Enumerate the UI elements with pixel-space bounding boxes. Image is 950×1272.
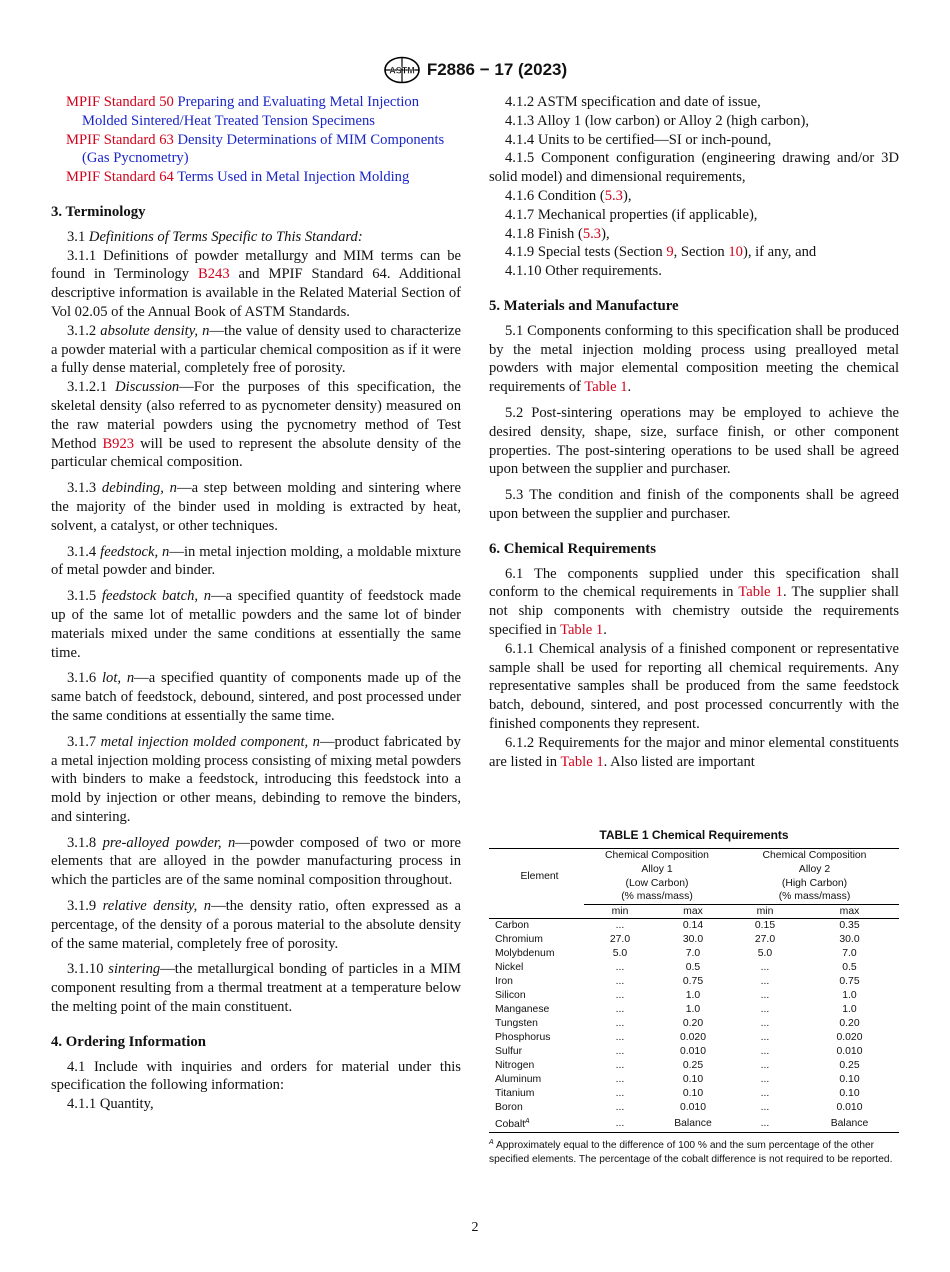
table-cell-a1max: 0.25 — [682, 1060, 704, 1072]
table-cell-a2min: ... — [760, 1004, 770, 1016]
table-cell-a1min: ... — [615, 976, 625, 988]
link-section-10[interactable]: 10 — [728, 244, 743, 261]
table-row — [489, 1087, 899, 1101]
table-cell-a2max: 0.75 — [839, 976, 860, 988]
link-b923[interactable]: B923 — [102, 435, 135, 452]
table-row — [489, 975, 899, 989]
table-cell-element: Molybdenum — [495, 948, 555, 960]
table-cell-a1min: ... — [615, 1004, 625, 1016]
reference-link[interactable]: Preparing and Evaluating Metal Injection Molded Sintered/Heat Treated Tension Specimens — [82, 94, 420, 129]
section-heading-terminology: 3. Terminology — [51, 203, 146, 220]
paragraph-4-1-4: 4.1.4 Units to be certified—SI or inch-pound, — [505, 131, 772, 148]
paragraph-4-1-2: 4.1.2 ASTM specification and date of issue, — [505, 94, 761, 110]
table-cell-a2max: 0.25 — [839, 1060, 860, 1072]
table-cell-a1min: ... — [615, 1088, 625, 1100]
table-cell-a1min: ... — [615, 990, 625, 1002]
paragraph-4-1-3: 4.1.3 Alloy 1 (low carbon) or Alloy 2 (high carbon), — [505, 112, 809, 129]
table-cell-a2max: 0.35 — [839, 920, 860, 932]
table-row — [489, 1073, 899, 1087]
paragraph-3-1-2: 3.1.2 absolute density, n—the value of density used to characterize a powder material with a particular chemical composition as if it were a fully dense material, completely free of porosity. — [51, 322, 461, 377]
table-row — [489, 1031, 899, 1045]
paragraph-3-1-10: 3.1.10 sintering—the metallurgical bonding of particles in a MIM component resulting from a thermal treatment at a temperature below the melting point of the main constituent. — [51, 961, 461, 1016]
table-cell-element: Nitrogen — [495, 1060, 535, 1072]
paragraph-4-1-5: 4.1.5 Component configuration (engineering drawing and/or 3D solid model) and dimensional requirements, — [489, 150, 899, 186]
column-header-max: max — [656, 905, 730, 919]
section-heading-materials: 5. Materials and Manufacture — [489, 297, 679, 314]
table-cell-a2min: ... — [760, 962, 770, 974]
table-cell-a1max: 0.5 — [685, 962, 701, 974]
table-cell-a2min: ... — [730, 1115, 800, 1133]
paragraph-4-1: 4.1 Include with inquiries and orders for material under this specification the following information: — [51, 1058, 461, 1094]
link-section-9[interactable]: 9 — [666, 244, 674, 261]
table-cell-a2max: 7.0 — [842, 948, 857, 960]
table-footnote: $^A$ Approximately equal to the difference of 100 % and the sum percentage of the other specified elements. The percentage of the cobalt difference is not required to be reported. — [489, 1139, 893, 1165]
link-table-1[interactable]: Table 1 — [584, 379, 628, 396]
table-row — [489, 1045, 899, 1059]
table-cell-a1max: 30.0 — [682, 934, 704, 946]
table-cell-a1max: 1.0 — [685, 1004, 701, 1016]
paragraph-4-1-10: 4.1.10 Other requirements. — [505, 263, 662, 280]
table-cell-element: Silicon — [495, 990, 526, 1002]
reference-item: MPIF Standard 63 Density Determinations of MIM Components (Gas Pycnometry) — [66, 131, 445, 167]
table-cell-a1max: Balance — [656, 1115, 730, 1133]
reference-link[interactable]: Density Determinations of MIM Components (Gas Pycnometry) — [82, 131, 445, 167]
column-header-element: Element — [520, 870, 559, 882]
table-cell-a2min: ... — [760, 1046, 770, 1058]
table-cell-a2min: ... — [760, 1102, 770, 1114]
table-cell-a2min: ... — [760, 1018, 770, 1030]
table-cell-element: Boron — [495, 1102, 523, 1114]
table-cell-a1min: ... — [615, 920, 625, 932]
paragraph-4-1-9: 4.1.9 Special tests (Section 9, Section 10), if any, and — [505, 244, 817, 261]
paragraph-3-1-1: 3.1.1 Definitions of powder metallurgy and MIM terms can be found in Terminology B243 and MPIF Standard 64. Additional descriptive information is available in the Related Material Section of Vol 02.05 of the Annual Book of ASTM Standards. — [51, 247, 461, 320]
column-header-alloy1: Chemical Composition Alloy 1 (Low Carbon) (% mass/mass) — [605, 850, 709, 903]
column-header-alloy2: Chemical Composition Alloy 2 (High Carbon) (% mass/mass) — [762, 850, 867, 903]
left-column — [51, 93, 461, 1114]
paragraph-5-1: 5.1 Components conforming to this specification shall be produced by the metal injection molding process using prealloyed metal powders with major elemental composition meeting the chemical requirements of Table 1. — [489, 322, 899, 396]
table-cell-a1min: ... — [615, 1060, 625, 1072]
table-cell-a2max: 0.10 — [839, 1088, 860, 1100]
table-row — [489, 947, 899, 961]
table-cell-a2max: 0.010 — [836, 1102, 863, 1114]
section-heading-ordering: 4. Ordering Information — [51, 1033, 206, 1050]
right-column — [489, 93, 899, 771]
table-row — [489, 961, 899, 975]
paragraph-6-1: 6.1 The components supplied under this specification shall conform to the chemical requirements in Table 1. The supplier shall not ship components with chemistry outside the requirements specified in Table 1. — [489, 565, 899, 638]
table-cell-a1max: 0.010 — [679, 1102, 706, 1114]
table-cell-a1max: 0.10 — [682, 1074, 704, 1086]
table-cell-element: Tungsten — [495, 1018, 538, 1030]
paragraph-5-3: 5.3 The condition and finish of the components shall be agreed upon between the supplier and purchaser. — [489, 487, 899, 522]
table-cell-element: Nickel — [495, 962, 524, 974]
reference-item: MPIF Standard 50 Preparing and Evaluating Metal Injection Molded Sintered/Heat Treated Tension Specimens — [66, 94, 420, 129]
table-row — [489, 989, 899, 1003]
table-cell-a2min: ... — [760, 1032, 770, 1044]
table-cell-a1max: 0.010 — [679, 1046, 706, 1058]
table-row — [489, 919, 899, 934]
table-row — [489, 1003, 899, 1017]
table-cell-a1max: 0.020 — [679, 1032, 706, 1044]
table-cell-a1max: 7.0 — [685, 948, 701, 960]
table-cell-a2min: 27.0 — [754, 934, 776, 946]
table — [489, 848, 899, 1133]
table-cell-element: Iron — [495, 976, 513, 988]
table-cell-a1min: ... — [615, 1074, 625, 1086]
table-row — [489, 1115, 899, 1133]
paragraph-4-1-7: 4.1.7 Mechanical properties (if applicable), — [505, 206, 758, 223]
reference-item: MPIF Standard 64 Terms Used in Metal Injection Molding — [66, 169, 410, 186]
paragraph-3-1-7: 3.1.7 metal injection molded component, n—product fabricated by a metal injection molding process consisting of mixing metal powders with binders to make a feedstock, introducing this feedstock into a mold by injection or other means, debinding to remove the binders, and sintering. — [51, 733, 461, 825]
paragraph-3-1-4: 3.1.4 feedstock, n—in metal injection molding, a moldable mixture of metal powder and binder. — [51, 543, 461, 579]
table-cell-element: Carbon — [495, 920, 530, 932]
table-row — [489, 933, 899, 947]
table-cell-a2max: 0.20 — [839, 1018, 860, 1030]
svg-text:ASTM: ASTM — [389, 65, 415, 76]
table-cell-a1min: ... — [584, 1115, 656, 1133]
paragraph-5-2: 5.2 Post-sintering operations may be employed to achieve the desired density, shape, size, surface finish, or other component properties. The post-sintering operations to be used shall be agreed upon between the supplier and purchaser. — [489, 404, 899, 478]
table-cell-a2max: 30.0 — [839, 934, 860, 946]
paragraph-6-1-2: 6.1.2 Requirements for the major and minor elemental constituents are listed in Table 1. Also listed are important — [489, 734, 899, 770]
table-cell-a2max: 0.010 — [836, 1046, 863, 1058]
table-cell-a2max: 1.0 — [842, 990, 857, 1002]
paragraph-3-1-6: 3.1.6 lot, n—a specified quantity of components made up of the same batch of feedstock, debound, sintered, and post processed under the same conditions at essentially the same time. — [51, 670, 461, 724]
table-row — [489, 1059, 899, 1073]
table-cell-element: Titanium — [495, 1088, 535, 1100]
paragraph-3-1-5: 3.1.5 feedstock batch, n—a specified quantity of feedstock made up of the same lot of metallic powders and the same lot of binder materials mixed under the same conditions at essentially the same time. — [51, 588, 461, 661]
link-table-1[interactable]: Table 1 — [560, 753, 604, 770]
table-cell-a1min: ... — [615, 1046, 625, 1058]
astm-logo-icon — [383, 56, 421, 84]
table-cell-a1min: ... — [615, 962, 625, 974]
table-cell-a2min: 0.15 — [754, 920, 776, 932]
table-cell-a1min: ... — [615, 1102, 625, 1114]
table-cell-element: Cobalt$^A$ — [489, 1115, 584, 1133]
table-cell-a2max: Balance — [800, 1115, 899, 1133]
table-cell-a2max: 0.020 — [836, 1032, 863, 1044]
link-table-1[interactable]: Table 1 — [560, 621, 604, 638]
table-cell-element: Phosphorus — [495, 1032, 551, 1044]
standard-designation: F2886 − 17 (2023) — [426, 60, 568, 79]
table-cell-a1min: ... — [615, 1032, 625, 1044]
table-cell-a1max: 1.0 — [685, 990, 701, 1002]
column-header-max: max — [800, 905, 899, 919]
link-5-3[interactable]: 5.3 — [582, 225, 602, 242]
table-cell-a2min: ... — [760, 1088, 770, 1100]
table-title: TABLE 1 Chemical Requirements — [599, 828, 789, 842]
paragraph-3-1-9: 3.1.9 relative density, n—the density ratio, often expressed as a percentage, of the density of a porous material to the absolute density of the same material, completely free of porosity. — [51, 898, 461, 952]
table-cell-a1max: 0.14 — [682, 920, 704, 932]
table-cell-element: Chromium — [495, 934, 543, 946]
table-row — [489, 1017, 899, 1031]
paragraph-3-1: 3.1 Definitions of Terms Specific to This Standard: — [67, 228, 363, 245]
table-cell-a1max: 0.20 — [682, 1018, 704, 1030]
table-cell-element: Manganese — [495, 1004, 550, 1016]
table-cell-a2min: ... — [760, 976, 770, 988]
paragraph-4-1-8: 4.1.8 Finish (5.3), — [505, 225, 610, 242]
table-row — [489, 1101, 899, 1115]
table-cell-a2min: 5.0 — [757, 948, 773, 960]
table-cell-a1max: 0.75 — [682, 976, 704, 988]
page-number: 2 — [471, 1220, 479, 1235]
column-header-min: min — [730, 905, 800, 919]
page-header — [0, 56, 950, 89]
paragraph-3-1-3: 3.1.3 debinding, n—a step between molding and sintering where the majority of the binder used in molding is extracted by heat, solvent, a catalyst, or other techniques. — [51, 480, 461, 534]
table-cell-a2min: ... — [760, 1074, 770, 1086]
table-cell-a1max: 0.10 — [682, 1088, 704, 1100]
table-cell-a2max: 0.5 — [842, 962, 857, 974]
table-cell-a2min: ... — [760, 1060, 770, 1072]
chemical-requirements-table — [489, 828, 899, 1166]
table-cell-a2max: 0.10 — [839, 1074, 860, 1086]
table-cell-a2max: 1.0 — [842, 1004, 857, 1016]
table-cell-a1min: 27.0 — [609, 934, 631, 946]
table-cell-element: Aluminum — [495, 1074, 542, 1086]
paragraph-3-1-2-1: 3.1.2.1 Discussion—For the purposes of this specification, the skeletal density (also referred to as pycnometer density) measured on the raw material powders using the pycnometry method of Test Method B923 will be used to represent the absolute density of the particular chemical composition. — [51, 379, 461, 471]
paragraph-6-1-1: 6.1.1 Chemical analysis of a finished component or representative sample shall be used for reporting all chemical requirements. Any representative samples shall be produced from the same feedstock batch, debound, sintered, and post processed concurrently with the finished components they represent. — [489, 640, 899, 732]
paragraph-3-1-8: 3.1.8 pre-alloyed powder, n—powder composed of two or more elements that are alloyed in the powder manufacturing process in which the particles are of the same nominal composition throughout. — [51, 834, 461, 889]
link-b243[interactable]: B243 — [198, 266, 230, 283]
paragraph-4-1-6: 4.1.6 Condition (5.3), — [505, 187, 632, 204]
link-table-1[interactable]: Table 1 — [738, 584, 783, 601]
paragraph-4-1-1: 4.1.1 Quantity, — [67, 1096, 154, 1113]
section-heading-chemical: 6. Chemical Requirements — [489, 540, 656, 557]
table-cell-a1min: 5.0 — [612, 948, 628, 960]
table-cell-a2min: ... — [760, 990, 770, 1002]
link-5-3[interactable]: 5.3 — [604, 187, 623, 204]
column-header-min: min — [584, 905, 656, 919]
table-cell-a1min: ... — [615, 1018, 625, 1030]
reference-link[interactable]: Terms Used in Metal Injection Molding — [177, 169, 410, 186]
table-cell-element: Sulfur — [495, 1046, 523, 1058]
